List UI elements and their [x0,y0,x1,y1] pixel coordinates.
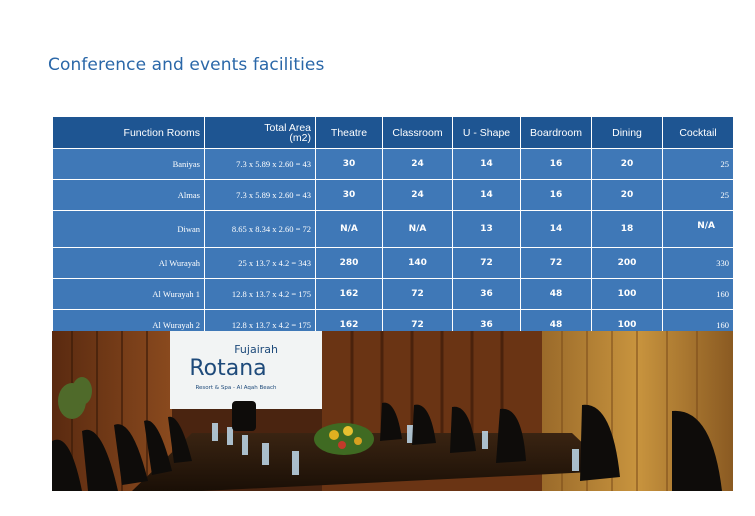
cell-cocktail: N/A [663,211,734,248]
cell-area: 7.3 x 5.89 x 2.60 = 43 [205,180,316,211]
cell-cocktail: 25 [663,149,734,180]
facilities-table [52,116,734,341]
screen-brand-city: Fujairah [234,343,278,356]
cell-classroom: N/A [383,211,453,248]
cell-boardroom: 48 [521,310,592,341]
cell-area: 25 x 13.7 x 4.2 = 343 [205,248,316,279]
cell-boardroom: 72 [521,248,592,279]
cell-u-shape: 14 [453,149,521,180]
table-row [53,248,734,279]
cell-room: Diwan [53,211,205,248]
cell-u-shape: 36 [453,279,521,310]
cell-u-shape: 13 [453,211,521,248]
cell-cocktail: 25 [663,180,734,211]
header-total-area [205,117,316,149]
table-row [53,279,734,310]
cell-theatre: 280 [316,248,383,279]
cell-boardroom: 48 [521,279,592,310]
cell-classroom: 24 [383,180,453,211]
cell-boardroom: 16 [521,180,592,211]
cell-dining: 18 [592,211,663,248]
cell-area: 7.3 x 5.89 x 2.60 = 43 [205,149,316,180]
cell-u-shape: 72 [453,248,521,279]
screen-brand-name: Rotana [189,356,267,381]
cell-dining: 100 [592,310,663,341]
cell-theatre: 30 [316,180,383,211]
header-function-rooms: Function Rooms [53,117,205,149]
cell-room: Al Wurayah 2 [53,310,205,341]
cell-theatre: 162 [316,310,383,341]
cell-area: 12.8 x 13.7 x 4.2 = 175 [205,310,316,341]
cell-classroom: 140 [383,248,453,279]
cell-classroom: 24 [383,149,453,180]
cell-room: Almas [53,180,205,211]
screen-brand-tagline: Resort & Spa - Al Aqah Beach [195,385,277,391]
cell-room: Al Wurayah [53,248,205,279]
header-u-shape: U - Shape [453,117,521,149]
cell-dining: 200 [592,248,663,279]
cell-theatre: 162 [316,279,383,310]
header-total-area-line2: (m2) [289,131,311,144]
cell-dining: 20 [592,180,663,211]
cell-room: Al Wurayah 1 [53,279,205,310]
cell-area: 8.65 x 8.34 x 2.60 = 72 [205,211,316,248]
cell-u-shape: 14 [453,180,521,211]
cell-classroom: 72 [383,279,453,310]
cell-area: 12.8 x 13.7 x 4.2 = 175 [205,279,316,310]
header-total-area-line1: Total Area [264,121,311,134]
header-classroom: Classroom [383,117,453,149]
cell-theatre: 30 [316,149,383,180]
table-row [53,180,734,211]
chair-center [232,401,256,431]
header-theatre: Theatre [316,117,383,149]
cell-theatre: N/A [316,211,383,248]
table-row [53,211,734,248]
cell-dining: 20 [592,149,663,180]
cell-classroom: 72 [383,310,453,341]
boardroom-photo [52,331,733,491]
page-title: Conference and events facilities [48,55,325,75]
cell-u-shape: 36 [453,310,521,341]
flower-arrangement [314,423,374,455]
cell-cocktail: 160 [663,279,734,310]
cell-cocktail: 330 [663,248,734,279]
table-row [53,149,734,180]
cell-boardroom: 14 [521,211,592,248]
header-boardroom: Boardroom [521,117,592,149]
table-header-row [53,117,734,149]
cell-boardroom: 16 [521,149,592,180]
cell-room: Baniyas [53,149,205,180]
cell-cocktail: 160 [663,310,734,341]
cell-dining: 100 [592,279,663,310]
header-dining: Dining [592,117,663,149]
header-cocktail: Cocktail [663,117,734,149]
